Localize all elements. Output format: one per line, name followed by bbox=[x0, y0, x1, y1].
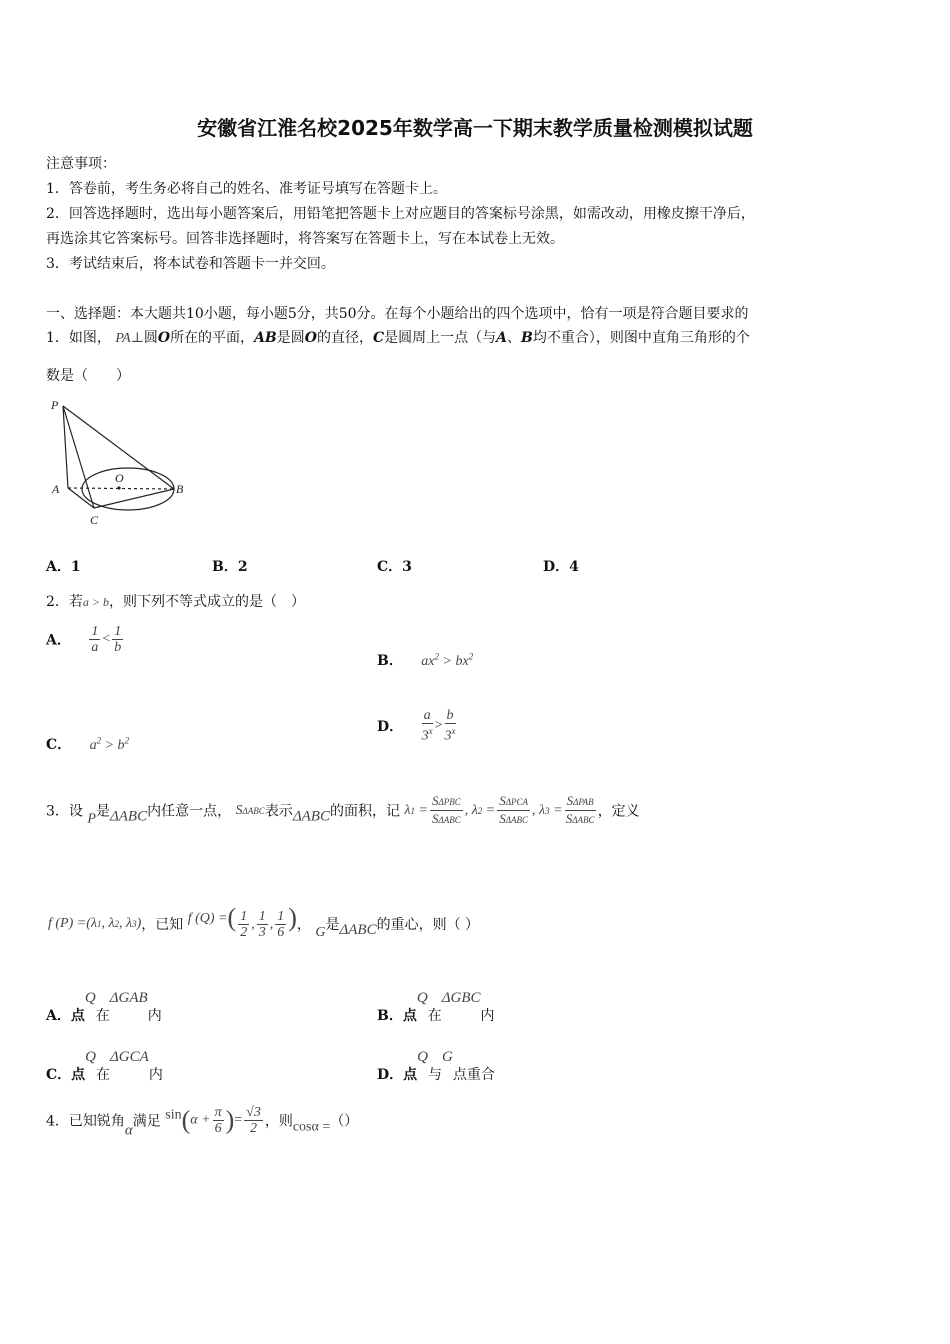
q1-t1: 如图， bbox=[68, 330, 111, 346]
q2-option-c[interactable]: C． $a^2 > b^2$ bbox=[46, 735, 130, 753]
q3-option-c[interactable]: C．点Q在ΔGCA内 bbox=[46, 1049, 163, 1083]
q1-edge-pc bbox=[63, 406, 94, 508]
q1-a: A bbox=[496, 330, 507, 346]
q1-label-a: A bbox=[52, 482, 60, 496]
q1-ab: AB bbox=[254, 330, 277, 346]
q1-label-p: P bbox=[51, 398, 59, 412]
q1-t7: 均不重合），则图中直角三角形的个 bbox=[532, 330, 750, 346]
q1-t2: 圆 bbox=[143, 330, 158, 346]
q1-center-dot bbox=[117, 486, 120, 489]
q2-option-d[interactable]: D． $\frac{a}{3^x}$ > $\frac{b}{3^x}$ bbox=[377, 708, 456, 744]
q1-pa: PA bbox=[115, 331, 131, 346]
question-1-line1 bbox=[46, 327, 750, 347]
section-header: 一、选择题：本大题共10小题，每小题5分，共50分。在每个小题给出的四个选项中，恰有一项是符合题目要求的 bbox=[46, 306, 749, 322]
q1-label-c: C bbox=[90, 513, 99, 527]
q1-t3: 所在的平面， bbox=[170, 330, 255, 346]
page-title: 安徽省江淮名校2025年数学高一下期末教学质量检测模拟试题 bbox=[197, 116, 753, 140]
q1-option-c[interactable]: C．3 bbox=[377, 559, 412, 575]
q1-c: C bbox=[372, 330, 385, 346]
notes-heading: 注意事项： bbox=[46, 156, 116, 172]
q1-diameter-ab bbox=[68, 488, 174, 489]
q1-perp: ⊥ bbox=[130, 331, 144, 346]
q1-option-d[interactable]: D．4 bbox=[543, 559, 579, 575]
q1-t4: 是圆 bbox=[276, 330, 305, 346]
q1-o2: O bbox=[304, 330, 317, 346]
q1-t6: 是圆周上一点（与 bbox=[384, 330, 497, 346]
q3-option-b[interactable]: B．点Q在ΔGBC内 bbox=[377, 990, 495, 1024]
q1-b: B bbox=[521, 330, 533, 346]
q1-label-o: O bbox=[115, 471, 124, 485]
question-2: 2．若a > b，则下列不等式成立的是（ ） bbox=[46, 594, 306, 610]
question-3-line2: f (P) =(λ1, λ2, λ3)，已知 f (Q) =( $\frac{1}{2}$ , $\frac{1}{3}$ , $\frac{1}{6}$ )， G是ΔABC的重心，则（ ） bbox=[48, 903, 480, 940]
q1-o: O bbox=[157, 330, 171, 346]
q2-cond: a > b bbox=[82, 595, 110, 609]
note-2a: 2．回答选择题时，选出每小题答案后，用铅笔把答题卡上对应题目的答案标号涂黑，如需改动，用橡皮擦干净后， bbox=[46, 206, 755, 222]
q1-cone-figure bbox=[46, 396, 196, 531]
note-3: 3．考试结束后，将本试卷和答题卡一并交回。 bbox=[46, 256, 335, 272]
question-4: 4．已知锐角α满足 sin(α + $\frac{\pi}{6}$ )= $\frac{√3}{2}$ ，则cosα =（） bbox=[46, 1105, 359, 1139]
q3-option-a[interactable]: A．点Q在ΔGAB内 bbox=[46, 990, 162, 1024]
q1-edge-ac bbox=[68, 488, 94, 508]
q2-option-b[interactable]: B． $ax^2 > bx^2$ bbox=[377, 651, 474, 669]
q1-num: 1． bbox=[46, 330, 69, 346]
q3-option-d[interactable]: D．点Q与G点重合 bbox=[377, 1049, 495, 1083]
q2-option-a[interactable]: A． $\frac{1}{a}$ < $\frac{1}{b}$ bbox=[46, 624, 122, 655]
question-1-line2: 数是（ ） bbox=[46, 368, 130, 384]
note-1: 1．答卷前，考生务必将自己的姓名、准考证号填写在答题卡上。 bbox=[46, 181, 447, 197]
q1-sep: 、 bbox=[507, 330, 521, 346]
note-2b: 再选涂其它答案标号。回答非选择题时，将答案写在答题卡上，写在本试卷上无效。 bbox=[46, 231, 564, 247]
q1-t5: 的直径， bbox=[316, 330, 373, 346]
q1-option-b[interactable]: B．2 bbox=[212, 559, 248, 575]
q1-edge-cb bbox=[94, 489, 174, 508]
question-3-line1: 3．设 P是ΔABC内任意一点， SΔABC表示ΔABC的面积，记 λ1 = $\frac{\text{SΔPBC}}{\text{SΔABC}}$ , λ2 = $\frac{\text{SΔPCA}}{\text{SΔABC}}$ , λ3 = $\frac{\text{SΔPAB}}{\text{SΔABC}}$ ，定义 bbox=[46, 793, 640, 827]
q1-option-a[interactable]: A．1 bbox=[46, 559, 81, 575]
q1-label-b: B bbox=[176, 482, 184, 496]
